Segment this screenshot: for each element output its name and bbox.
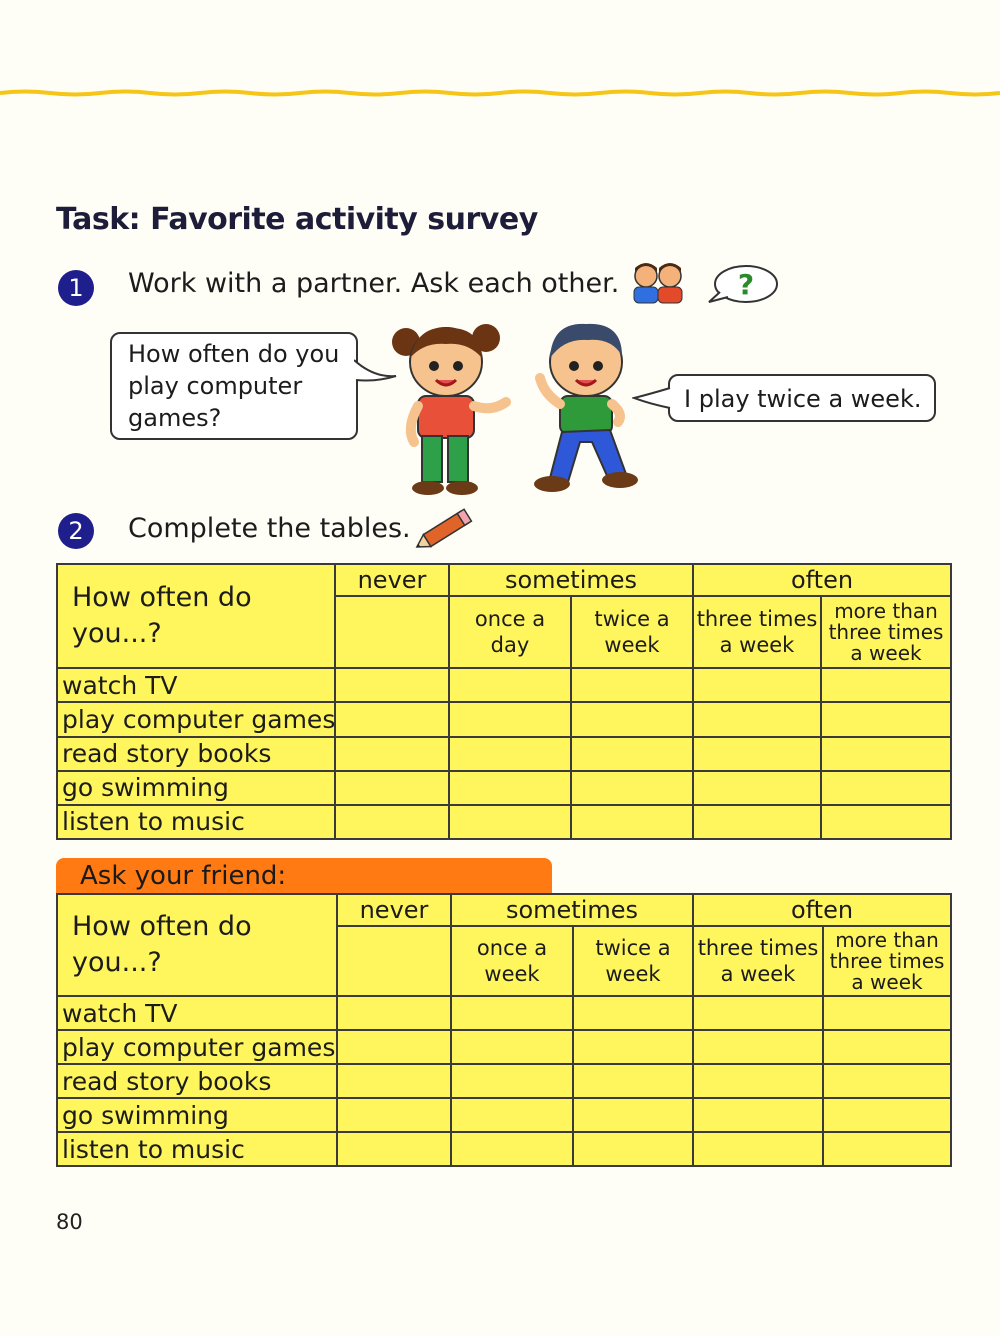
answer-cell[interactable]: [337, 1030, 451, 1064]
answer-cell[interactable]: [337, 996, 451, 1030]
answer-cell[interactable]: [573, 1030, 693, 1064]
answer-cell[interactable]: [823, 1098, 951, 1132]
answer-cell[interactable]: [693, 702, 821, 736]
question-line: How often do: [72, 582, 252, 614]
answer-cell[interactable]: [821, 668, 951, 702]
answer-cell[interactable]: [335, 702, 449, 736]
answer-cell[interactable]: [693, 996, 823, 1030]
survey-table-self: [56, 563, 952, 840]
subheader-once-a-week: [451, 926, 573, 996]
subheader-three-times-a-week: [693, 596, 821, 668]
answer-cell[interactable]: [571, 737, 693, 771]
table-row: [57, 1132, 951, 1166]
activity-label: listen to music: [57, 1132, 337, 1166]
answer-cell[interactable]: [573, 996, 693, 1030]
subheader-line: three times: [697, 936, 819, 960]
question-header-cell: [57, 894, 337, 996]
subheader-line: twice a: [595, 936, 671, 960]
subheader-line: a week: [850, 640, 922, 665]
subheader-three-times-a-week: [693, 926, 823, 996]
answer-cell[interactable]: [821, 805, 951, 839]
step-2-number: 2: [58, 513, 94, 549]
question-header-cell: [57, 564, 335, 668]
activity-label: read story books: [57, 737, 335, 771]
answer-cell[interactable]: [449, 737, 571, 771]
never-subheader-cell: [335, 596, 449, 668]
top-decorative-rule: [0, 88, 1000, 98]
table-row: [57, 771, 951, 805]
answer-cell[interactable]: [693, 1030, 823, 1064]
answer-cell[interactable]: [821, 737, 951, 771]
girl-illustration: [388, 318, 516, 498]
group-header-never: never: [335, 564, 449, 596]
answer-cell[interactable]: [337, 1098, 451, 1132]
subheader-line: twice a: [594, 607, 670, 632]
boy-speech-bubble: [668, 374, 936, 422]
subheader-line: week: [604, 633, 660, 658]
answer-cell[interactable]: [693, 771, 821, 805]
answer-cell[interactable]: [823, 1030, 951, 1064]
step-1-instruction: Work with a partner. Ask each other.: [128, 268, 620, 299]
answer-cell[interactable]: [693, 1098, 823, 1132]
answer-cell[interactable]: [571, 702, 693, 736]
activity-label: play computer games: [57, 702, 335, 736]
question-line: you...?: [72, 618, 162, 650]
answer-cell[interactable]: [449, 771, 571, 805]
activity-label: go swimming: [57, 1098, 337, 1132]
table-row: [57, 805, 951, 839]
answer-cell[interactable]: [693, 737, 821, 771]
step-1-number: 1: [58, 270, 94, 306]
subheader-line: three times: [696, 607, 818, 632]
activity-label: watch TV: [57, 996, 337, 1030]
table-row: [57, 1064, 951, 1098]
girl-question-line: How often do you: [128, 340, 340, 368]
svg-text:?: ?: [737, 268, 755, 301]
answer-cell[interactable]: [693, 805, 821, 839]
answer-cell[interactable]: [571, 668, 693, 702]
subheader-line: three times: [829, 948, 945, 973]
activity-label: watch TV: [57, 668, 335, 702]
activity-label: play computer games: [57, 1030, 337, 1064]
ask-your-friend-tab: Ask your friend:: [56, 858, 552, 894]
answer-cell[interactable]: [821, 771, 951, 805]
answer-cell[interactable]: [451, 1098, 573, 1132]
question-line: How often do: [72, 911, 252, 942]
answer-cell[interactable]: [573, 1132, 693, 1166]
activity-label: go swimming: [57, 771, 335, 805]
page-number: 80: [56, 1210, 83, 1234]
answer-cell[interactable]: [693, 1132, 823, 1166]
step-2-instruction: Complete the tables.: [128, 513, 411, 544]
subheader-twice-a-week: [573, 926, 693, 996]
subheader-line: week: [605, 962, 661, 986]
group-header-often: often: [693, 564, 951, 596]
partners-icon: [628, 260, 688, 306]
table-row: [57, 702, 951, 736]
answer-cell[interactable]: [693, 1064, 823, 1098]
answer-cell[interactable]: [449, 805, 571, 839]
answer-cell[interactable]: [823, 1132, 951, 1166]
subheader-once-a-day: [449, 596, 571, 668]
boy-answer-text: I play twice a week.: [684, 385, 922, 413]
table-row: [57, 737, 951, 771]
subheader-line: once a: [476, 936, 548, 960]
answer-cell[interactable]: [451, 1030, 573, 1064]
subheader-line: day: [490, 633, 530, 658]
pencil-icon: [410, 508, 478, 552]
answer-cell[interactable]: [571, 805, 693, 839]
girl-speech-bubble: [110, 332, 358, 440]
page-title: Task: Favorite activity survey: [56, 202, 538, 237]
group-header-sometimes: sometimes: [449, 564, 693, 596]
activity-label: listen to music: [57, 805, 335, 839]
subheader-line: a week: [851, 969, 923, 994]
question-bubble-icon: [706, 262, 780, 308]
table-row: [57, 1098, 951, 1132]
group-header-sometimes: sometimes: [451, 894, 693, 926]
answer-cell[interactable]: [335, 771, 449, 805]
answer-cell[interactable]: [571, 771, 693, 805]
answer-cell[interactable]: [449, 668, 571, 702]
subheader-twice-a-week: [571, 596, 693, 668]
answer-cell[interactable]: [335, 805, 449, 839]
survey-table-friend: [56, 893, 952, 1167]
subheader-line: a week: [720, 962, 796, 986]
boy-illustration: [528, 318, 640, 498]
activity-label: read story books: [57, 1064, 337, 1098]
subheader-more-than-three-times: [821, 596, 951, 668]
subheader-line: week: [484, 962, 540, 986]
question-line: you...?: [72, 947, 162, 978]
table-row: [57, 668, 951, 702]
answer-cell[interactable]: [451, 1064, 573, 1098]
answer-cell[interactable]: [337, 1064, 451, 1098]
answer-cell[interactable]: [335, 668, 449, 702]
answer-cell[interactable]: [451, 1132, 573, 1166]
answer-cell[interactable]: [823, 996, 951, 1030]
answer-cell[interactable]: [573, 1098, 693, 1132]
subheader-line: more than: [835, 927, 939, 952]
answer-cell[interactable]: [335, 737, 449, 771]
answer-cell[interactable]: [449, 702, 571, 736]
answer-cell[interactable]: [823, 1064, 951, 1098]
subheader-line: once a: [474, 607, 546, 632]
table-row: [57, 1030, 951, 1064]
subheader-line: more than: [834, 598, 938, 623]
subheader-line: a week: [719, 633, 795, 658]
answer-cell[interactable]: [693, 668, 821, 702]
answer-cell[interactable]: [337, 1132, 451, 1166]
subheader-line: three times: [828, 619, 944, 644]
answer-cell[interactable]: [573, 1064, 693, 1098]
girl-question-line: games?: [128, 404, 222, 432]
girl-question-line: play computer: [128, 372, 303, 400]
subheader-more-than-three-times: [823, 926, 951, 996]
answer-cell[interactable]: [451, 996, 573, 1030]
never-subheader-cell: [337, 926, 451, 996]
group-header-never: never: [337, 894, 451, 926]
group-header-often: often: [693, 894, 951, 926]
answer-cell[interactable]: [821, 702, 951, 736]
table-row: [57, 996, 951, 1030]
